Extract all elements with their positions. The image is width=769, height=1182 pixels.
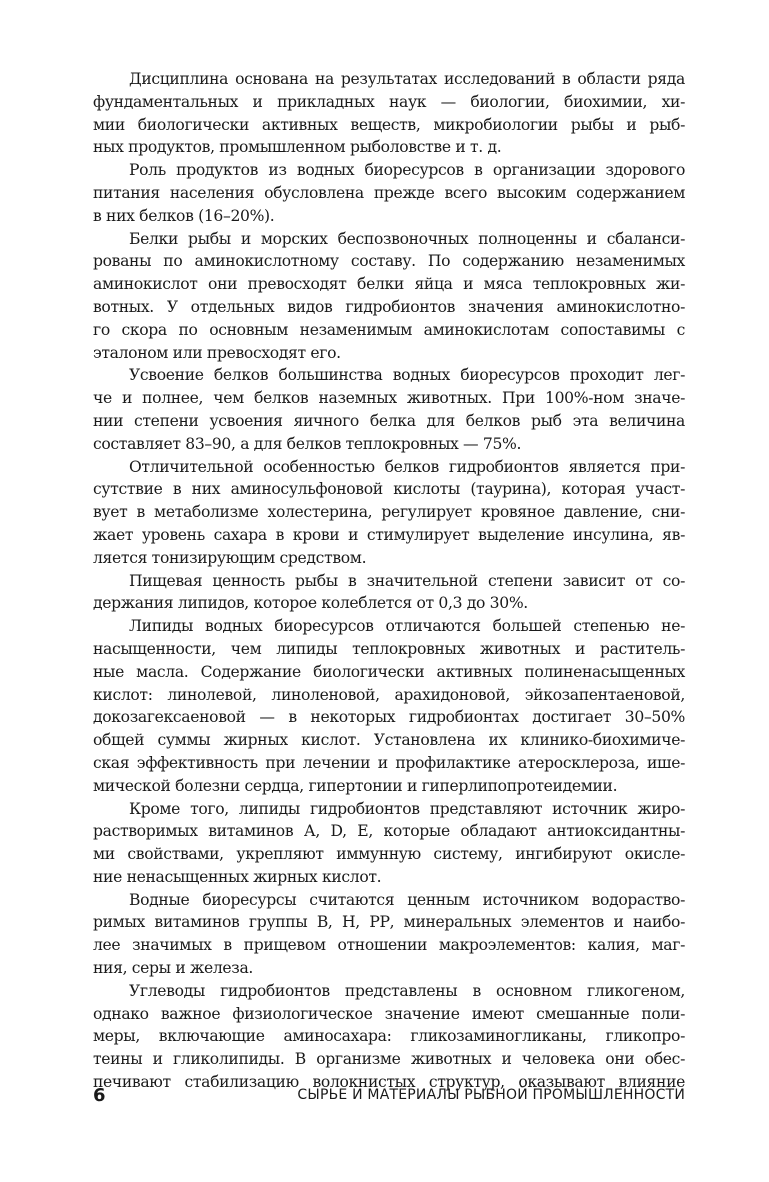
text-line: мии биологически активных веществ, микробиологии рыбы и рыб-: [93, 115, 685, 134]
text-line: Белки рыбы и морских беспозвоночных полноценны и сбаланси-: [129, 229, 685, 248]
text-line: Водные биоресурсы считаются ценным источником водораство-: [129, 890, 685, 909]
text-line: меры, включающие аминосахара: гликозаминогликаны, гликопро-: [93, 1027, 685, 1046]
text-line: сутствие в них аминосульфоновой кислоты (таурина), которая участ-: [93, 480, 685, 499]
text-line: жает уровень сахара в крови и стимулирует выделение инсулина, яв-: [93, 525, 685, 544]
page-number: 6: [93, 1085, 106, 1106]
text-line: держания липидов, которое колеблется от 0,3 до 30%.: [93, 594, 528, 613]
paragraph-vitamins-fat-soluble: [93, 798, 685, 889]
text-line: ская эффективность при лечении и профилактике атеросклероза, ише-: [93, 753, 685, 772]
paragraph-role-of-products: [93, 159, 685, 227]
text-line: ми свойствами, укрепляют иммунную систему, ингибируют окисле-: [93, 845, 685, 864]
text-line: нии степени усвоения яичного белка для белков рыб эта величина: [93, 411, 685, 430]
text-line: вует в метаболизме холестерина, регулирует кровяное давление, сни-: [93, 503, 685, 522]
text-line: мической болезни сердца, гипертонии и гиперлипопротеидемии.: [93, 776, 618, 795]
text-line: питания населения обусловлена прежде всего высоким содержанием: [93, 183, 685, 202]
text-line: Липиды водных биоресурсов отличаются большей степенью не-: [129, 617, 685, 636]
text-line: в них белков (16–20%).: [93, 206, 275, 225]
paragraph-taurine: [93, 456, 685, 570]
text-line: лее значимых в прищевом отношении макроэлементов: калия, маг-: [93, 936, 685, 955]
paragraph-carbohydrates: [93, 980, 685, 1094]
paragraph-lipids: [93, 615, 685, 797]
text-line: составляет 83–90, а для белков теплокровных — 75%.: [93, 434, 522, 453]
paragraph-food-value: [93, 570, 685, 616]
text-line: печивают стабилизацию волокнистых структур, оказывают влияние: [93, 1073, 685, 1092]
text-line: че и полнее, чем белков наземных животных. При 100%-ном значе-: [93, 389, 685, 408]
paragraph-proteins: [93, 228, 685, 365]
text-line: Отличительной особенностью белков гидробионтов является при-: [129, 457, 685, 476]
text-line: докозагексаеновой — в некоторых гидробионтах достигает 30–50%: [93, 708, 685, 727]
text-line: однако важное физиологическое значение имеют смешанные поли-: [93, 1004, 685, 1023]
text-line: Кроме того, липиды гидробионтов представляют источник жиро-: [129, 799, 685, 818]
text-line: растворимых витаминов А, D, Е, которые обладают антиоксидантны-: [93, 822, 685, 841]
text-line: насыщенности, чем липиды теплокровных животных и раститель-: [93, 639, 685, 658]
text-line: ные масла. Содержание биологически активных полиненасыщенных: [93, 662, 685, 681]
paragraph-protein-digestion: [93, 364, 685, 455]
text-line: теины и гликолипиды. В организме животных и человека они обес-: [93, 1050, 685, 1069]
page-body: [93, 68, 685, 1094]
text-line: Роль продуктов из водных биоресурсов в организации здорового: [129, 161, 685, 180]
running-title: СЫРЬЕ И МАТЕРИАЛЫ РЫБНОЙ ПРОМЫШЛЕННОСТИ: [297, 1087, 685, 1103]
text-line: Углеводы гидробионтов представлены в основном гликогеном,: [129, 981, 685, 1000]
paragraph-discipline: [93, 68, 685, 159]
text-line: ния, серы и железа.: [93, 959, 254, 978]
text-line: Усвоение белков большинства водных биоресурсов проходит лег-: [129, 366, 685, 385]
text-line: римых витаминов группы В, Н, РР, минеральных элементов и наибо-: [93, 913, 685, 932]
text-line: общей суммы жирных кислот. Установлена их клинико-биохимиче-: [93, 731, 685, 750]
text-line: ляется тонизирующим средством.: [93, 548, 367, 567]
text-line: кислот: линолевой, линоленовой, арахидоновой, эйкозапентаеновой,: [93, 685, 685, 704]
text-line: эталоном или превосходят его.: [93, 343, 341, 362]
text-line: фундаментальных и прикладных наук — биологии, биохимии, хи-: [93, 92, 685, 111]
text-line: го скора по основным незаменимым аминокислотам сопоставимы с: [93, 320, 685, 339]
text-line: вотных. У отдельных видов гидробионтов значения аминокислотно-: [93, 297, 685, 316]
text-line: Дисциплина основана на результатах исследований в области ряда: [129, 70, 685, 88]
text-line: аминокислот они превосходят белки яйца и мяса теплокровных жи-: [93, 275, 685, 294]
page-footer: [93, 1085, 685, 1109]
text-line: ние ненасыщенных жирных кислот.: [93, 867, 382, 886]
text-line: Пищевая ценность рыбы в значительной степени зависит от со-: [129, 571, 685, 590]
paragraph-vitamins-water-soluble: [93, 889, 685, 980]
text-line: рованы по аминокислотному составу. По содержанию незаменимых: [93, 252, 685, 271]
text-line: ных продуктов, промышленном рыболовстве и т. д.: [93, 138, 502, 157]
